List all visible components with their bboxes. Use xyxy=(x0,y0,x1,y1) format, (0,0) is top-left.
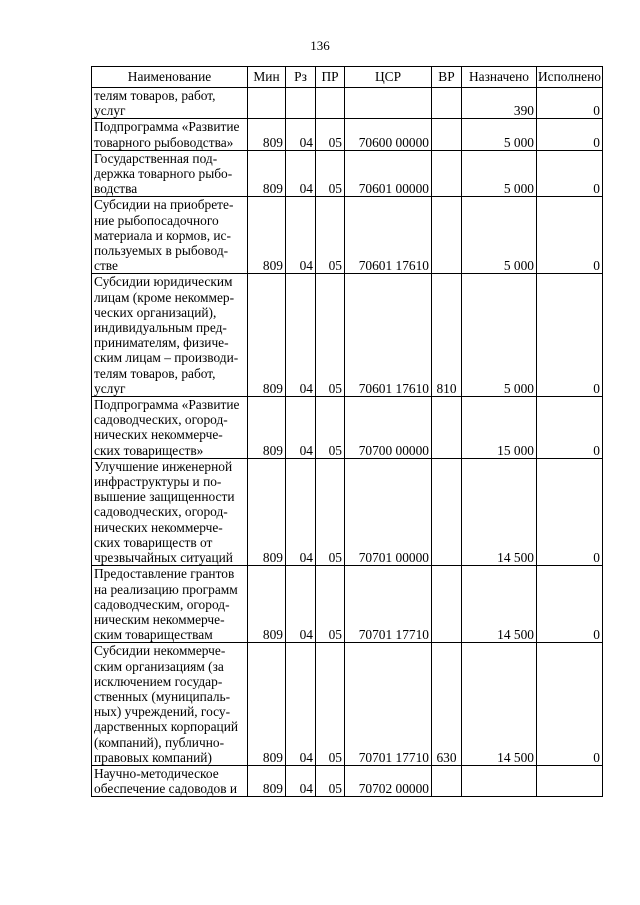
row-assigned: 5 000 xyxy=(462,274,537,397)
row-name: телям товаров, работ, услуг xyxy=(92,88,248,119)
row-executed: 0 xyxy=(537,274,603,397)
row-rz: 04 xyxy=(286,765,316,796)
row-executed xyxy=(537,765,603,796)
row-min: 809 xyxy=(248,197,286,274)
row-name: Субсидии некоммерче- ским организациям (за исключением государ- ственных (муниципаль- ных) учреждений, госу- дарственных корпораций (компаний), публично- правовых компаний) xyxy=(92,643,248,766)
row-rz: 04 xyxy=(286,119,316,150)
row-csr: 70700 00000 xyxy=(345,397,432,459)
column-header-pr: ПР xyxy=(316,67,345,88)
row-min: 809 xyxy=(248,765,286,796)
row-name: Государственная под- держка товарного рыбо- водства xyxy=(92,150,248,197)
row-name: Подпрограмма «Развитие садоводческих, огород- нических некоммерче- ских товариществ» xyxy=(92,397,248,459)
column-header-csr: ЦСР xyxy=(345,67,432,88)
row-pr: 05 xyxy=(316,566,345,643)
row-executed: 0 xyxy=(537,566,603,643)
budget-table xyxy=(91,66,603,797)
row-executed: 0 xyxy=(537,643,603,766)
row-vr xyxy=(432,397,462,459)
row-csr: 70601 17610 xyxy=(345,274,432,397)
row-assigned xyxy=(462,765,537,796)
row-executed: 0 xyxy=(537,88,603,119)
column-header-name: Наименование xyxy=(92,67,248,88)
column-header-rz: Рз xyxy=(286,67,316,88)
table-row xyxy=(92,197,603,274)
table-row xyxy=(92,150,603,197)
column-header-executed: Исполнено xyxy=(537,67,603,88)
row-executed: 0 xyxy=(537,150,603,197)
row-csr: 70600 00000 xyxy=(345,119,432,150)
row-assigned: 5 000 xyxy=(462,150,537,197)
row-vr xyxy=(432,119,462,150)
table-row xyxy=(92,119,603,150)
row-rz: 04 xyxy=(286,643,316,766)
table-row xyxy=(92,765,603,796)
row-pr xyxy=(316,88,345,119)
row-csr: 70701 17710 xyxy=(345,643,432,766)
column-header-min: Мин xyxy=(248,67,286,88)
row-rz xyxy=(286,88,316,119)
table-row xyxy=(92,274,603,397)
row-csr: 70701 17710 xyxy=(345,566,432,643)
table-row xyxy=(92,566,603,643)
row-min: 809 xyxy=(248,643,286,766)
column-header-assigned: Назначено xyxy=(462,67,537,88)
row-min: 809 xyxy=(248,119,286,150)
row-pr: 05 xyxy=(316,397,345,459)
row-csr: 70601 00000 xyxy=(345,150,432,197)
row-rz: 04 xyxy=(286,274,316,397)
row-min: 809 xyxy=(248,458,286,565)
row-pr: 05 xyxy=(316,197,345,274)
row-executed: 0 xyxy=(537,397,603,459)
row-csr: 70702 00000 xyxy=(345,765,432,796)
row-min: 809 xyxy=(248,566,286,643)
table-row xyxy=(92,397,603,459)
row-min: 809 xyxy=(248,150,286,197)
row-csr: 70601 17610 xyxy=(345,197,432,274)
row-rz: 04 xyxy=(286,397,316,459)
row-min: 809 xyxy=(248,397,286,459)
row-executed: 0 xyxy=(537,197,603,274)
row-assigned: 14 500 xyxy=(462,458,537,565)
row-vr xyxy=(432,150,462,197)
row-vr: 630 xyxy=(432,643,462,766)
row-rz: 04 xyxy=(286,197,316,274)
row-vr: 810 xyxy=(432,274,462,397)
row-vr xyxy=(432,197,462,274)
row-name: Научно-методическое обеспечение садоводов и xyxy=(92,765,248,796)
table-row xyxy=(92,643,603,766)
row-rz: 04 xyxy=(286,150,316,197)
table-row xyxy=(92,88,603,119)
page-number: 136 xyxy=(310,38,330,53)
column-header-vr: ВР xyxy=(432,67,462,88)
row-assigned: 390 xyxy=(462,88,537,119)
row-assigned: 5 000 xyxy=(462,119,537,150)
row-assigned: 15 000 xyxy=(462,397,537,459)
table-header-row xyxy=(92,67,603,88)
table-row xyxy=(92,458,603,565)
row-pr: 05 xyxy=(316,119,345,150)
row-pr: 05 xyxy=(316,150,345,197)
row-pr: 05 xyxy=(316,274,345,397)
row-name: Субсидии юридическим лицам (кроме некоммер- ческих организаций), индивидуальным пред- принимателям, физиче- ским лицам – производи- телям товаров, работ, услуг xyxy=(92,274,248,397)
row-name: Субсидии на приобрете- ние рыбопосадочного материала и кормов, ис- пользуемых в рыбовод- стве xyxy=(92,197,248,274)
row-vr xyxy=(432,458,462,565)
row-pr: 05 xyxy=(316,765,345,796)
row-executed: 0 xyxy=(537,458,603,565)
row-csr xyxy=(345,88,432,119)
row-min xyxy=(248,88,286,119)
row-vr xyxy=(432,765,462,796)
row-csr: 70701 00000 xyxy=(345,458,432,565)
row-assigned: 5 000 xyxy=(462,197,537,274)
row-vr xyxy=(432,88,462,119)
row-assigned: 14 500 xyxy=(462,643,537,766)
row-assigned: 14 500 xyxy=(462,566,537,643)
row-pr: 05 xyxy=(316,643,345,766)
row-vr xyxy=(432,566,462,643)
row-min: 809 xyxy=(248,274,286,397)
row-rz: 04 xyxy=(286,566,316,643)
row-name: Предоставление грантов на реализацию программ садоводческим, огород- ническим некоммерче- ским товариществам xyxy=(92,566,248,643)
row-name: Улучшение инженерной инфраструктуры и по- вышение защищенности садоводческих, огород- нических некоммерче- ских товариществ от чрезвычайных ситуаций xyxy=(92,458,248,565)
row-pr: 05 xyxy=(316,458,345,565)
row-rz: 04 xyxy=(286,458,316,565)
row-name: Подпрограмма «Развитие товарного рыбоводства» xyxy=(92,119,248,150)
row-executed: 0 xyxy=(537,119,603,150)
